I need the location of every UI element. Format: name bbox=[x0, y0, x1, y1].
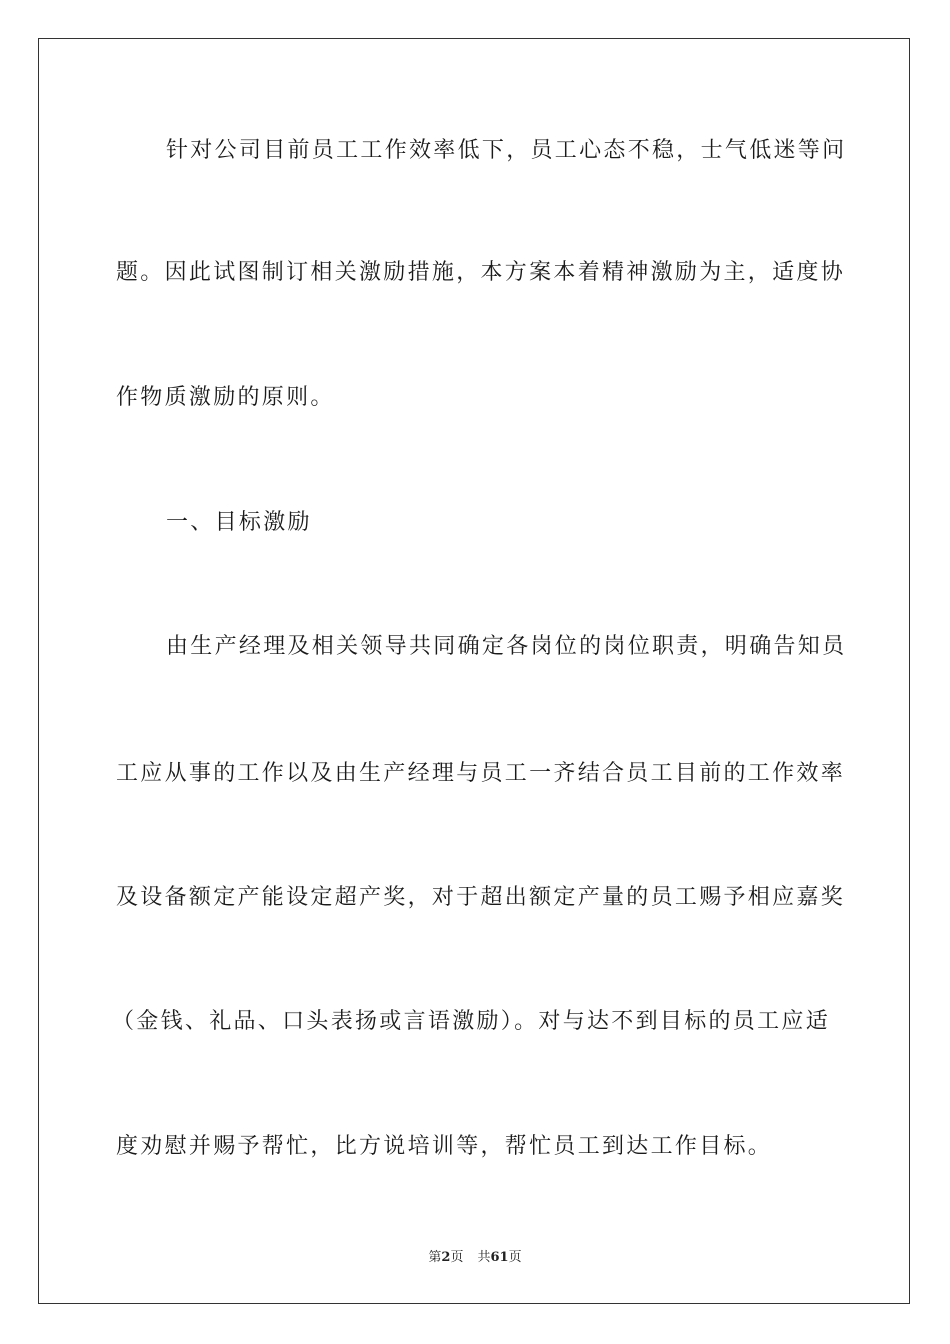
total-prefix: 共 bbox=[477, 1250, 491, 1265]
paragraph-2-line-2: 工应从事的工作以及由生产经理与员工一齐结合员工目前的工作效率 bbox=[116, 761, 846, 786]
paragraph-2-line-3: 及设备额定产能设定超产奖，对于超出额定产量的员工赐予相应嘉奖 bbox=[116, 885, 846, 910]
total-suffix: 页 bbox=[508, 1250, 522, 1265]
paragraph-2-line-4: （金钱、礼品、口头表扬或言语激励）。对与达不到目标的员工应适 bbox=[112, 1009, 831, 1034]
page-footer bbox=[0, 1246, 950, 1265]
section-heading: 一、目标激励 bbox=[166, 510, 312, 535]
paragraph-1-line-1: 针对公司目前员工工作效率低下，员工心态不稳，士气低迷等问 bbox=[166, 138, 847, 163]
page-border bbox=[38, 38, 910, 1304]
paragraph-1-line-3: 作物质激励的原则。 bbox=[116, 385, 335, 410]
page-prefix: 第 bbox=[428, 1250, 442, 1265]
paragraph-2-line-1: 由生产经理及相关领导共同确定各岗位的岗位职责，明确告知员 bbox=[166, 634, 847, 659]
page-suffix: 页 bbox=[450, 1250, 464, 1265]
paragraph-2-line-5: 度劝慰并赐予帮忙，比方说培训等，帮忙员工到达工作目标。 bbox=[116, 1134, 773, 1159]
page-number: 2 bbox=[441, 1250, 451, 1265]
paragraph-1-line-2: 题。因此试图制订相关激励措施，本方案本着精神激励为主，适度协 bbox=[116, 260, 846, 285]
total-pages: 61 bbox=[490, 1250, 509, 1265]
